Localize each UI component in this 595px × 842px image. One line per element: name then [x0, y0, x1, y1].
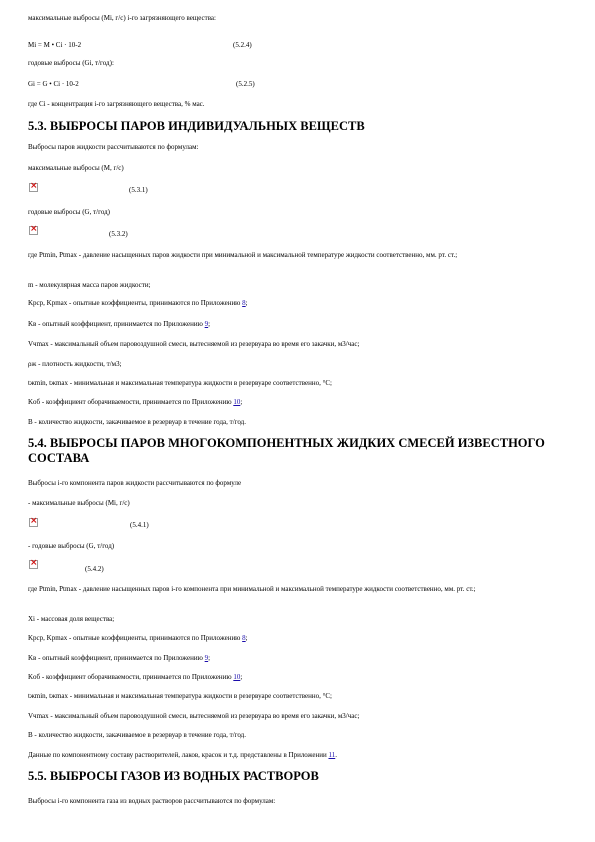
link-prefix: Kоб - коэффициент оборачиваемости, принимается по Приложению: [28, 398, 234, 406]
link-suffix: ;: [208, 320, 211, 328]
link-suffix: ;: [240, 398, 243, 406]
text-line: [28, 634, 248, 643]
formula-5-2-4: Mi = M • Ci · 10-2: [28, 41, 82, 49]
formula-5-2-5: Gi = G • Ci · 10-2: [28, 80, 79, 88]
formula-number: (5.2.4): [233, 41, 252, 49]
appendix-10-link[interactable]: 10: [233, 398, 241, 406]
link-suffix: ;: [208, 654, 211, 662]
appendix-9-link[interactable]: 9: [204, 654, 209, 662]
link-prefix: Kв - опытный коэффициент, принимается по Приложению: [28, 654, 205, 662]
text-line: - максимальные выбросы (Mi, г/с): [28, 499, 130, 507]
link-prefix: Kоб - коэффициент оборачиваемости, принимается по Приложению: [28, 673, 234, 681]
text-line: максимальные выбросы (Mi, г/с) i-го загрязняющего вещества:: [28, 14, 216, 22]
text-line: Vчmax - максимальный объем паровоздушной смеси, вытесняемой из резервуара во время его закачки, м3/час;: [28, 712, 360, 720]
text-line: [28, 673, 242, 682]
text-line: годовые выбросы (G, т/год): [28, 208, 111, 216]
link-prefix: Kрср, Kрmax - опытные коэффициенты, принимаются по Приложению: [28, 299, 243, 307]
appendix-8-link[interactable]: 8: [242, 634, 246, 642]
section-heading-5-3: 5.3. ВЫБРОСЫ ПАРОВ ИНДИВИДУАЛЬНЫХ ВЕЩЕСТВ: [28, 119, 365, 133]
text-line: где Ci - концентрация i-го загрязняющего вещества, % мас.: [28, 100, 205, 108]
appendix-8-link[interactable]: 8: [242, 299, 246, 307]
text-line: Выбросы i-го компонента паров жидкости рассчитываются по формуле: [28, 479, 242, 487]
link-suffix: ;: [245, 634, 248, 642]
link-suffix: ;: [245, 299, 248, 307]
formula-number: (5.3.1): [129, 186, 148, 194]
text-line: ρж - плотность жидкости, т/м3;: [28, 360, 122, 368]
text-line: Vчmax - максимальный объем паровоздушной смеси, вытесняемой из резервуара во время его закачки, м3/час;: [28, 340, 360, 348]
link-suffix: ;: [240, 673, 243, 681]
text-line: Выбросы паров жидкости рассчитываются по формулам:: [28, 143, 199, 151]
link-prefix: Kрср, Kрmax - опытные коэффициенты, принимаются по Приложению: [28, 634, 243, 642]
text-line: tжmin, tжmax - минимальная и максимальная температура жидкости в резервуаре соответственно, °С;: [28, 692, 332, 700]
text-line: B - количество жидкости, закачиваемое в резервуар в течение года, т/год.: [28, 731, 246, 739]
broken-image-icon: [29, 226, 38, 235]
section-heading-5-4: 5.4. ВЫБРОСЫ ПАРОВ МНОГОКОМПОНЕНТНЫХ ЖИДКИХ СМЕСЕЙ ИЗВЕСТНОГО СОСТАВА: [28, 436, 545, 465]
text-line: tжmin, tжmax - минимальная и максимальная температура жидкости в резервуаре соответственно, °С;: [28, 379, 332, 387]
text-line: m - молекулярная масса паров жидкости;: [28, 281, 151, 289]
text-line: где Ptmin, Ptmax - давление насыщенных паров жидкости при минимальной и максимальной температуре жидкости соответственно, мм. рт. ст.;: [28, 251, 458, 259]
text-line: [28, 654, 210, 663]
text-line: [28, 299, 248, 308]
link-suffix: .: [335, 751, 337, 759]
text-line: - годовые выбросы (G, т/год): [28, 542, 115, 550]
formula-number: (5.3.2): [109, 230, 128, 238]
formula-number: (5.4.1): [130, 521, 149, 529]
broken-image-icon: [29, 518, 38, 527]
broken-image-icon: [29, 183, 38, 192]
section-heading-5-5: 5.5. ВЫБРОСЫ ГАЗОВ ИЗ ВОДНЫХ РАСТВОРОВ: [28, 769, 319, 783]
text-line: [28, 398, 242, 407]
text-line: [28, 751, 337, 760]
broken-image-icon: [29, 560, 38, 569]
text-line: [28, 320, 210, 329]
link-prefix: Kв - опытный коэффициент, принимается по Приложению: [28, 320, 205, 328]
text-line: максимальные выбросы (M, г/с): [28, 164, 124, 172]
formula-number: (5.4.2): [85, 565, 104, 573]
text-line: B - количество жидкости, закачиваемое в резервуар в течение года, т/год.: [28, 418, 246, 426]
text-line: Выбросы i-го компонента газа из водных растворов рассчитываются по формулам:: [28, 797, 276, 805]
appendix-11-link[interactable]: 11: [328, 751, 336, 759]
text-line: годовые выбросы (Gi, т/год):: [28, 59, 114, 67]
text-line: Xi - массовая доля вещества;: [28, 615, 115, 623]
link-prefix: Данные по компонентному составу растворителей, лаков, красок и т.д. представлены в Приложении: [28, 751, 329, 759]
appendix-9-link[interactable]: 9: [204, 320, 209, 328]
formula-number: (5.2.5): [236, 80, 255, 88]
text-line: где Ptmin, Ptmax - давление насыщенных паров i-го компонента при минимальной и максимальной температуре жидкости соответственно, мм. рт. ст.;: [28, 585, 476, 593]
appendix-10-link[interactable]: 10: [233, 673, 241, 681]
